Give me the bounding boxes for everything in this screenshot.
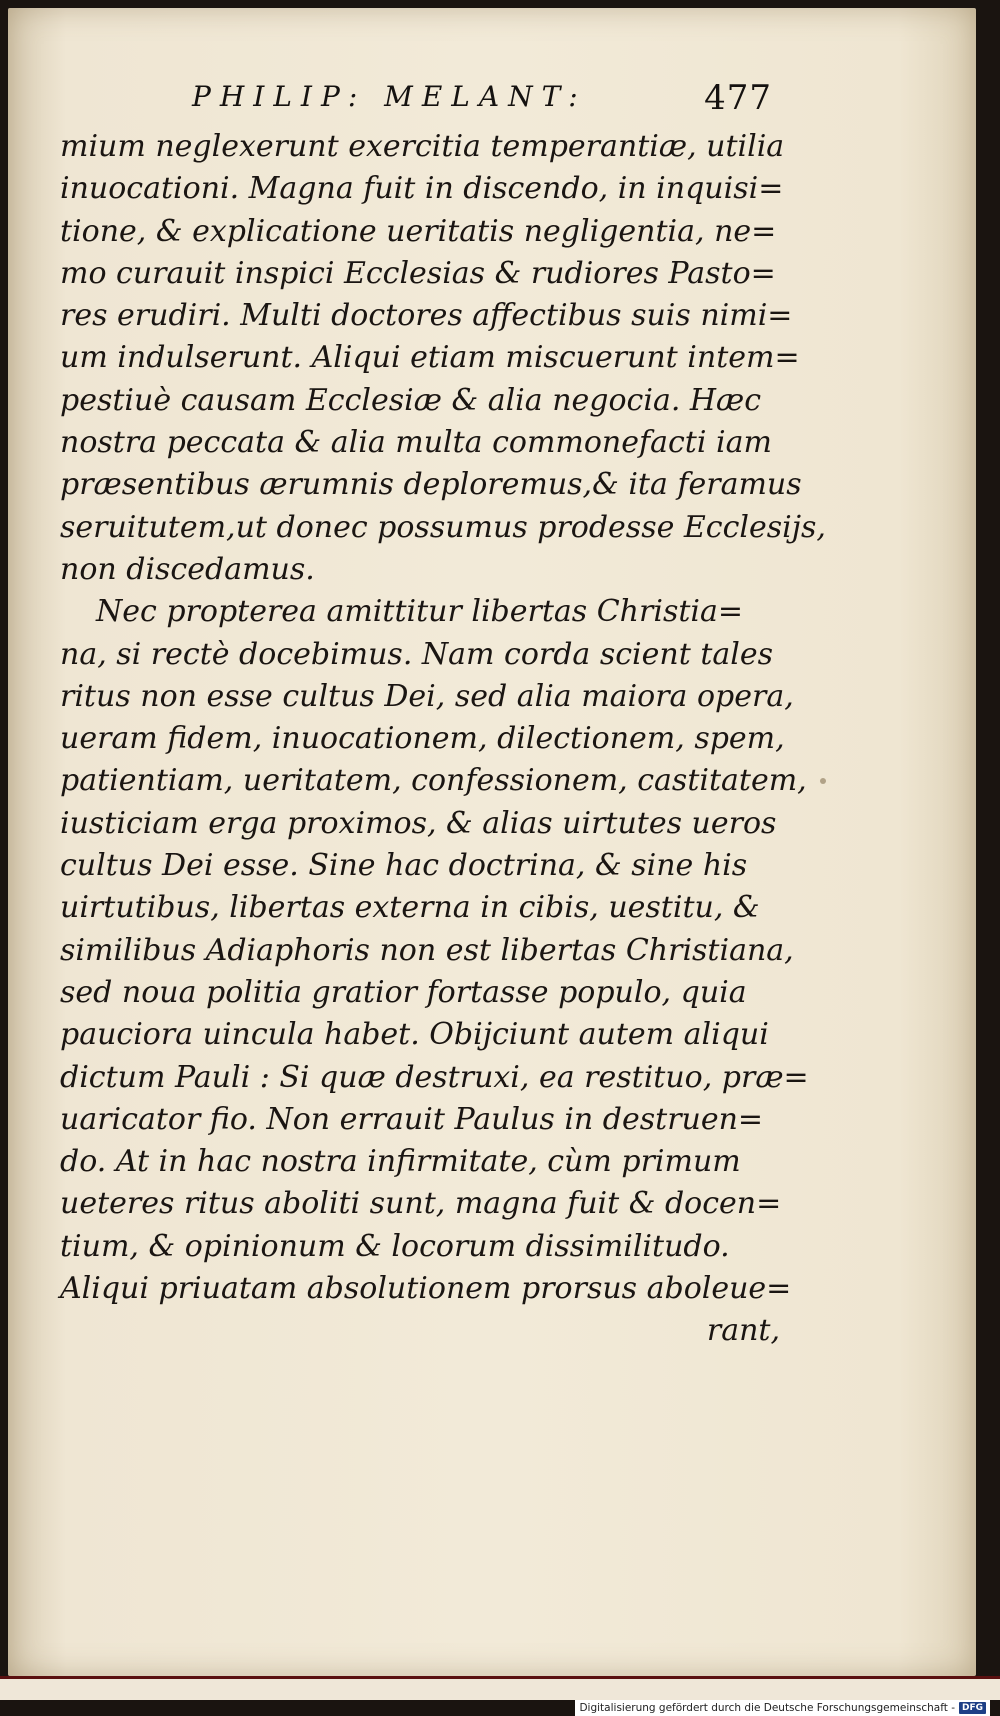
page-header [192,78,772,124]
credit-text: Digitalisierung gefördert durch die Deutsche Forschungsgemeinschaft - [579,1702,955,1714]
text-line: cultus Dei esse. Sine hac doctrina, & sine his [60,848,748,884]
running-head: PHILIP: MELANT: [192,80,587,113]
catchword: rant, [706,1313,780,1349]
text-line: patientiam, ueritatem, confessionem, castitatem, [60,763,807,799]
digitization-credit [575,1700,990,1716]
book-page [8,8,976,1676]
text-line: seruitutem,ut donec possumus prodesse Ecclesijs, [60,509,826,545]
text-line: dictum Pauli : Si quæ destruxi, ea restituo, præ= [60,1059,809,1095]
bottom-rule [0,1676,1000,1679]
text-line: similibus Adiaphoris non est libertas Christiana, [60,932,794,968]
page-number: 477 [704,78,772,118]
text-line: sed noua politia gratior fortasse populo, quia [60,974,747,1010]
paper-spot [820,778,826,784]
text-line: res erudiri. Multi doctores affectibus suis nimi= [60,298,793,334]
dfg-logo-icon: DFG [959,1702,986,1714]
text-line: do. At in hac nostra infirmitate, cùm primum [60,1144,741,1180]
text-line: Aliqui priuatam absolutionem prorsus aboleue= [60,1271,792,1307]
text-line: tione, & explicatione ueritatis negligentia, ne= [60,213,777,249]
text-line: na, si rectè docebimus. Nam corda scient tales [60,636,773,672]
text-line: ueteres ritus aboliti sunt, magna fuit & docen= [60,1186,782,1222]
text-line: um indulserunt. Aliqui etiam miscuerunt intem= [60,340,800,376]
text-line: tium, & opinionum & locorum dissimilitudo. [60,1228,730,1264]
paragraph-start-line: Nec propterea amittitur libertas Christia= [96,594,744,630]
text-line: pauciora uincula habet. Obijciunt autem aliqui [60,1017,769,1053]
body-text [60,126,826,1353]
text-line: ritus non esse cultus Dei, sed alia maiora opera, [60,678,794,714]
text-line: uirtutibus, libertas externa in cibis, uestitu, & [60,890,760,926]
text-line: præsentibus ærumnis deploremus,& ita feramus [60,467,802,503]
text-line: non discedamus. [60,551,315,587]
text-line: iusticiam erga proximos, & alias uirtutes ueros [60,805,777,841]
text-line: mo curauit inspici Ecclesias & rudiores Pasto= [60,255,776,291]
text-line: nostra peccata & alia multa commonefacti iam [60,425,772,461]
text-line: pestiuè causam Ecclesiæ & alia negocia. Hæc [60,382,762,418]
text-line: uaricator fio. Non errauit Paulus in destruen= [60,1101,764,1137]
text-line: inuocationi. Magna fuit in discendo, in inquisi= [60,171,784,207]
bottom-strip [0,1676,1000,1700]
text-line: ueram fidem, inuocationem, dilectionem, spem, [60,721,785,757]
text-line: mium neglexerunt exercitia temperantiæ, utilia [60,129,785,164]
